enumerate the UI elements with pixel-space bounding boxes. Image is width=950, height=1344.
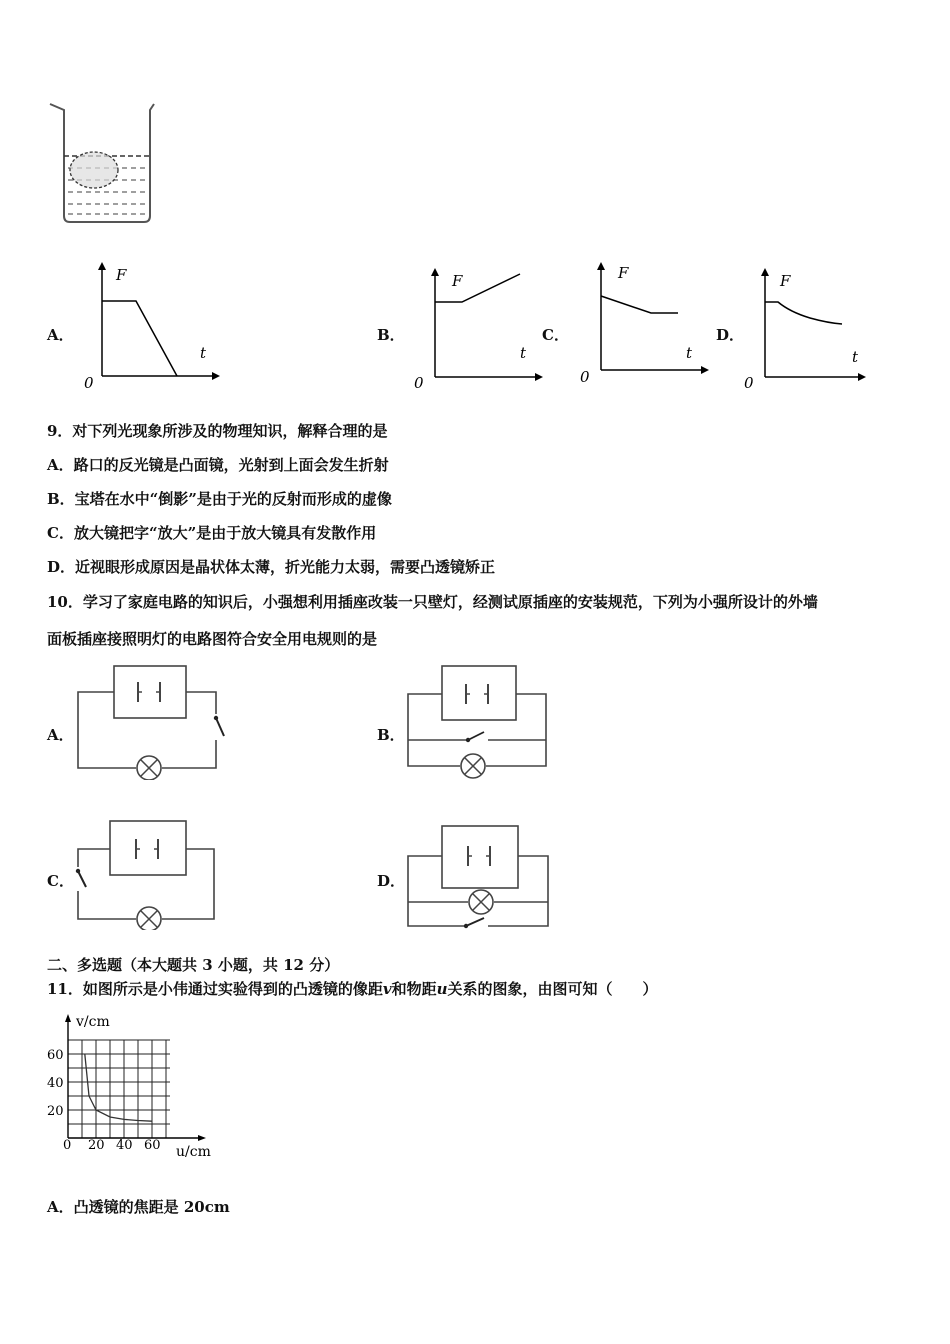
v-u-curve (85, 1054, 152, 1121)
q10-circuit-a (72, 660, 232, 780)
axis-x-label: t (686, 344, 693, 362)
q10-circuit-d (402, 822, 554, 934)
axis-y-label: F (116, 266, 127, 284)
q10-option-d-label: D． (377, 872, 406, 890)
axis-y-label: F (780, 272, 791, 290)
q10-option-b-label: B． (377, 726, 405, 744)
axis-y-label: F (618, 264, 629, 282)
q11-option-a: A．凸透镜的焦距是 20cm (47, 1198, 230, 1216)
y-axis-label: v/cm (76, 1014, 110, 1030)
q9-option-b: B．宝塔在水中“倒影”是由于光的反射而形成的虚像 (47, 490, 392, 508)
q9-option-a: A．路口的反光镜是凸面镜，光射到上面会发生折射 (47, 456, 389, 474)
axis-x-label: t (852, 348, 859, 366)
origin-label: 0 (580, 368, 590, 386)
q8-graph-d (740, 262, 870, 392)
section2-heading: 二、多选题（本大题共 3 小题，共 12 分） (47, 956, 340, 974)
x-tick-0: 0 (63, 1138, 72, 1153)
q8-graph-c (576, 258, 711, 388)
q8-graph-a (80, 258, 220, 394)
q8-option-c-label: C． (542, 326, 569, 344)
axis-x-label: t (520, 344, 527, 362)
q10-option-a-label: A． (47, 726, 74, 744)
x-tick-60: 60 (144, 1138, 161, 1153)
y-tick-20: 20 (47, 1104, 64, 1119)
q9-stem: 9．对下列光现象所涉及的物理知识，解释合理的是 (47, 422, 388, 440)
y-tick-40: 40 (47, 1076, 64, 1091)
q8-option-d-label: D． (716, 326, 745, 344)
axis-x-label: t (200, 344, 207, 362)
q10-stem-line1: 10．学习了家庭电路的知识后，小强想利用插座改装一只壁灯，经测试原插座的安装规范，下列为小强所设计的外墙 (47, 593, 818, 611)
y-tick-60: 60 (47, 1048, 64, 1063)
q8-option-b-label: B． (377, 326, 405, 344)
q10-circuit-b (402, 660, 552, 782)
q9-option-d: D．近视眼形成原因是晶状体太薄，折光能力太弱，需要凸透镜矫正 (47, 558, 496, 576)
q10-stem-line2: 面板插座接照明灯的电路图符合安全用电规则的是 (47, 630, 378, 648)
q10-circuit-c (70, 815, 222, 930)
x-tick-40: 40 (116, 1138, 133, 1153)
origin-label: 0 (744, 374, 754, 392)
x-axis-label: u/cm (176, 1144, 211, 1160)
q9-option-c: C．放大镜把字“放大”是由于放大镜具有发散作用 (47, 524, 377, 542)
origin-label: 0 (414, 374, 424, 392)
q10-option-c-label: C． (47, 872, 74, 890)
beaker-figure (44, 98, 156, 228)
x-tick-20: 20 (88, 1138, 105, 1153)
q8-option-a-label: A． (47, 326, 74, 344)
q11-graph (40, 1008, 230, 1168)
axis-y-label: F (452, 272, 463, 290)
q8-graph-b (410, 262, 545, 392)
origin-label: 0 (84, 374, 94, 392)
q11-stem: 11．如图所示是小伟通过实验得到的凸透镜的像距v和物距u关系的图象，由图可知（ ） (47, 980, 658, 998)
